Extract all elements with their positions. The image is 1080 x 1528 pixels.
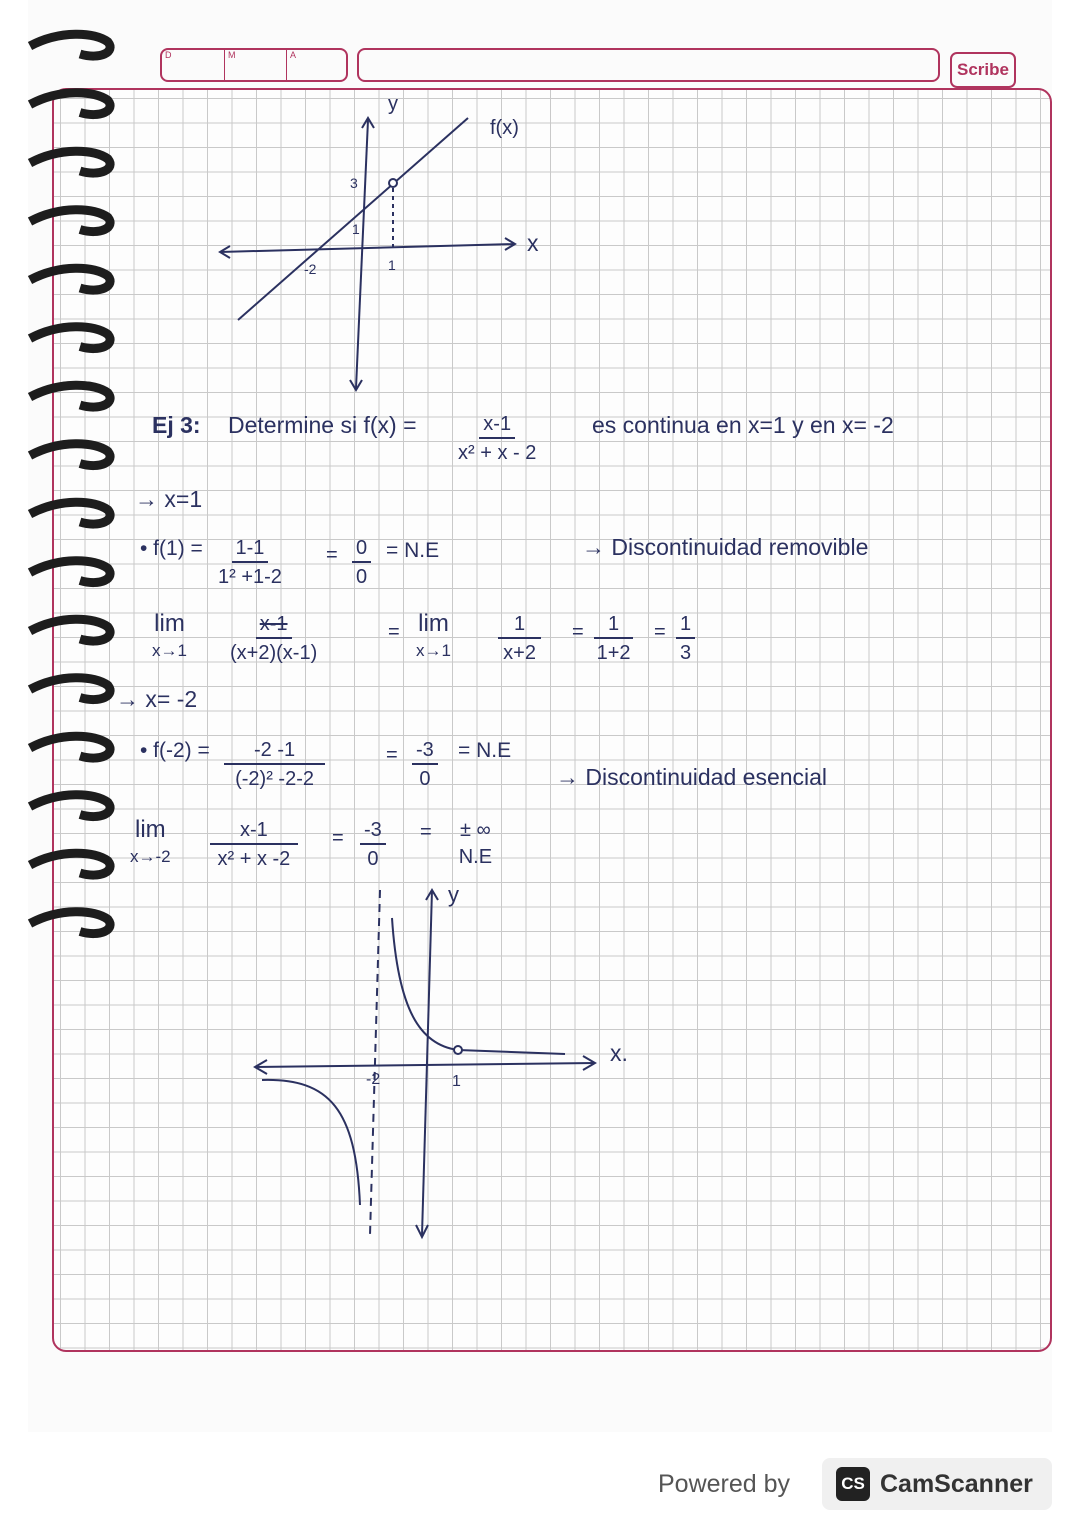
graph1-tick-x1: 1 [388, 257, 396, 273]
denominator: (-2)² -2-2 [235, 768, 314, 790]
equals: = [332, 827, 344, 849]
case1-ne: = N.E [386, 539, 440, 562]
camscanner-logo-icon: CS [836, 1467, 870, 1501]
denominator: 3 [680, 642, 692, 664]
equals: = [420, 821, 432, 843]
case2-f-fraction [224, 740, 325, 789]
numerator: x-1 [479, 414, 515, 439]
spiral-ring [30, 34, 110, 56]
spiral-rings [30, 34, 110, 933]
numerator: ± ∞ [460, 819, 491, 841]
case1-f-fraction [218, 538, 282, 587]
spiral-ring [30, 795, 110, 817]
case2-fraction-2b [360, 820, 386, 869]
date-month-label: M [224, 50, 236, 80]
denominator: 0 [367, 848, 379, 870]
denominator: 0 [419, 768, 431, 790]
powered-by-text: Powered by [658, 1470, 791, 1498]
equals: = [654, 621, 666, 643]
case1-result [676, 614, 695, 663]
date-year-label: A [286, 50, 296, 80]
case2-result [456, 820, 495, 867]
numerator: -3 [360, 820, 386, 845]
denominator: x² + x - 2 [458, 442, 537, 464]
case2-fraction-2 [412, 740, 438, 789]
equals: = [386, 744, 398, 766]
spiral-ring [30, 678, 110, 700]
denominator: 1² +1-2 [218, 566, 282, 588]
lim-subscript: x→1 [416, 641, 451, 660]
numerator: -3 [412, 740, 438, 765]
spiral-ring [30, 736, 110, 758]
spiral-ring [30, 210, 110, 232]
graph1-tick-3: 3 [350, 175, 358, 191]
numerator: -2 -1 [224, 740, 325, 765]
spiral-ring [30, 619, 110, 641]
graph-2 [255, 890, 595, 1237]
spiral-ring [30, 444, 110, 466]
case2-heading: → x= -2 [116, 686, 198, 712]
denominator: 1+2 [596, 642, 631, 664]
denominator: N.E [458, 846, 493, 868]
denominator: 0 [356, 566, 368, 588]
graph2-y-axis [422, 890, 432, 1235]
case1-zero-fraction [352, 538, 371, 587]
graph1-y-axis [356, 120, 368, 388]
equals: = [326, 544, 338, 566]
denominator: (x+2)(x-1) [230, 642, 318, 664]
spiral-ring [30, 151, 110, 173]
exercise-statement: Determine si f(x) = [228, 412, 417, 438]
case2-limit [130, 818, 171, 865]
spiral-ring [30, 268, 110, 290]
denominator: x+2 [503, 642, 536, 664]
graph2-tick-1: 1 [452, 1073, 461, 1090]
spiral-ring [30, 502, 110, 524]
case1-limit-2 [416, 612, 451, 659]
case2-ne: = N.E [458, 739, 512, 762]
graph2-x-axis [255, 1063, 595, 1067]
case2-limit-fraction [210, 820, 298, 869]
case2-f-label: • f(-2) = [140, 739, 210, 762]
case2-conclusion: → Discontinuidad esencial [556, 764, 828, 790]
graph2-open-point [454, 1046, 462, 1054]
asymptote [370, 890, 380, 1235]
function-fraction [458, 414, 536, 463]
date-day-label: D [165, 50, 172, 60]
spiral-ring [30, 93, 110, 115]
spiral-ring [30, 561, 110, 583]
exercise-statement-end: es continua en x=1 y en x= -2 [592, 412, 894, 438]
graph1-open-point [389, 179, 397, 187]
equals: = [572, 621, 584, 643]
numerator: 1 [594, 614, 633, 639]
numerator: x-1 [256, 614, 292, 639]
spiral-ring [30, 853, 110, 875]
lim-subscript: x→1 [152, 641, 187, 660]
exercise-number: Ej 3: [152, 412, 201, 438]
case1-heading: → x=1 [135, 486, 203, 512]
denominator: x² + x -2 [217, 848, 291, 870]
numerator: x-1 [210, 820, 298, 845]
numerator: 1 [676, 614, 695, 639]
graph2-tick-neg2: -2 [366, 1071, 381, 1088]
graph1-y-label: y [388, 93, 398, 115]
graph1-tick-1: 1 [352, 221, 360, 237]
lim-label: lim [134, 816, 166, 843]
graph1-x-axis [220, 244, 515, 252]
spiral-ring [30, 327, 110, 349]
case1-fraction-2 [498, 614, 541, 663]
case1-f-label: • f(1) = [140, 537, 203, 560]
graph1-line [238, 118, 468, 320]
graph2-x-label: x. [610, 1040, 628, 1066]
numerator: 1 [498, 614, 541, 639]
graph1-x-label: x [527, 230, 539, 256]
lim-label: lim [154, 610, 185, 637]
case1-limit-fraction [230, 614, 317, 663]
lim-label: lim [418, 610, 449, 637]
case1-fraction-3 [594, 614, 633, 663]
case1-limit [152, 612, 187, 659]
numerator: 1-1 [232, 538, 269, 563]
case1-conclusion: → Discontinuidad removible [582, 534, 869, 560]
spiral-ring [30, 385, 110, 407]
graph2-y-label: y [448, 882, 459, 907]
camscanner-name: CamScanner [880, 1469, 1033, 1498]
graph1-curve-label: f(x) [490, 117, 519, 139]
equals: = [388, 621, 400, 643]
scribe-logo: Scribe [950, 52, 1016, 88]
numerator: 0 [352, 538, 371, 563]
right-branch [392, 918, 565, 1054]
lim-subscript: x→-2 [130, 847, 171, 866]
camscanner-badge [822, 1458, 1052, 1510]
graph1-tick-neg2: -2 [304, 261, 317, 277]
graph-1 [220, 118, 515, 390]
spiral-ring [30, 912, 110, 934]
left-branch [262, 1080, 360, 1205]
